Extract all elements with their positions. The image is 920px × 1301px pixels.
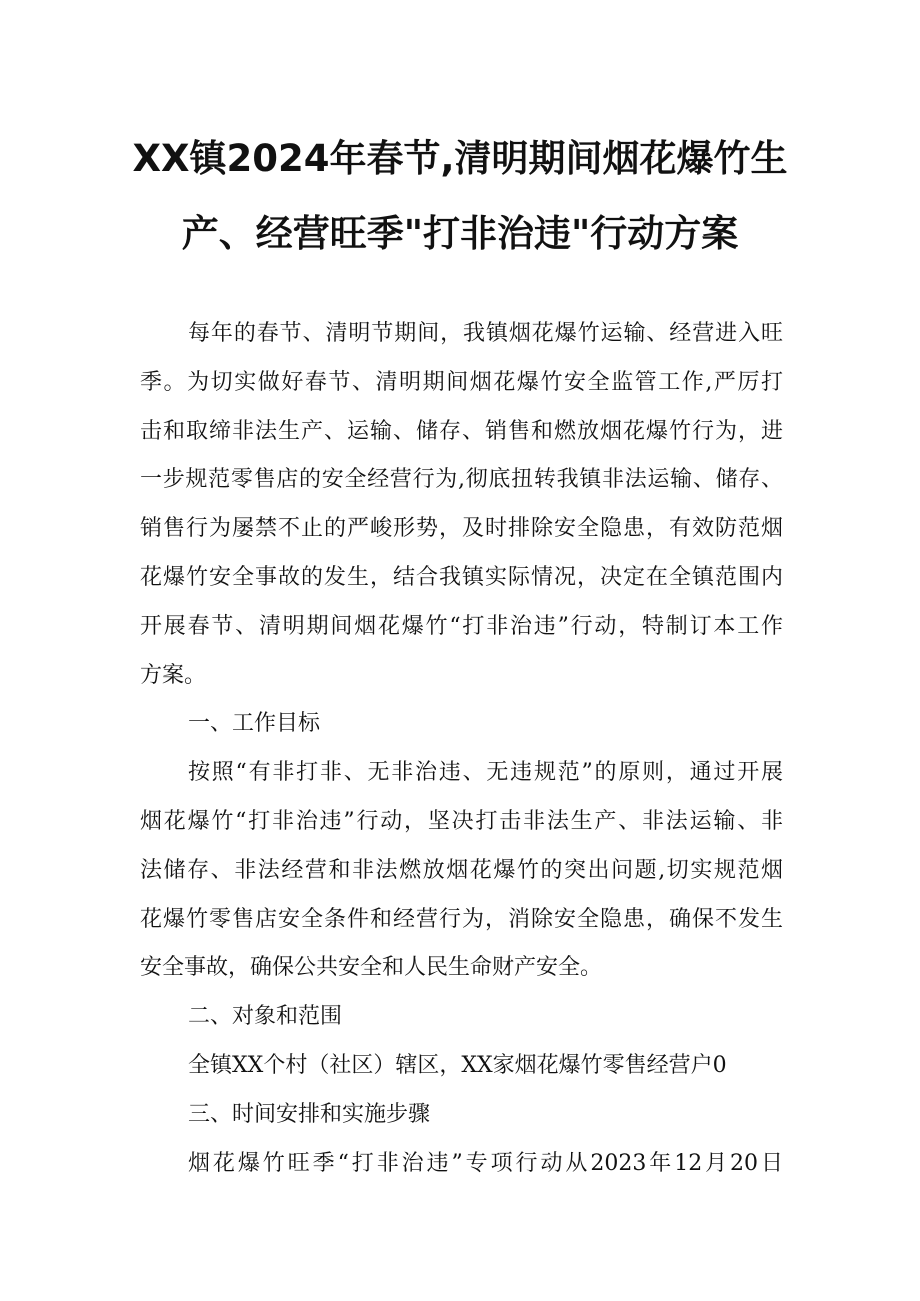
schedule-paragraph-line: 烟花爆竹旺季“打非治违”专项行动从2023年12月20日 [188, 1150, 783, 1176]
goals-paragraph-line: 法储存、非法经营和非法燃放烟花爆竹的突出问题,切实规范烟 [140, 857, 783, 883]
section-heading-goals: 一、工作目标 [188, 711, 321, 737]
goals-paragraph-line: 安全事故，确保公共安全和人民生命财产安全。 [140, 955, 603, 981]
scope-paragraph-line: 全镇XX个村（社区）辖区，XX家烟花爆竹零售经营户0 [188, 1052, 727, 1078]
document-title-line-2: 产、经营旺季"打非治违"行动方案 [181, 212, 739, 255]
section-heading-schedule: 三、时间安排和实施步骤 [188, 1101, 431, 1127]
intro-paragraph-line: 开展春节、清明期间烟花爆竹“打非治违”行动，特制订本工作 [140, 613, 783, 639]
intro-paragraph-line: 方案。 [140, 662, 207, 688]
goals-paragraph-line: 按照“有非打非、无非治违、无违规范”的原则，通过开展 [188, 760, 783, 786]
intro-paragraph-line: 花爆竹安全事故的发生，结合我镇实际情况，决定在全镇范围内 [140, 564, 783, 590]
intro-paragraph-line: 季。为切实做好春节、清明期间烟花爆竹安全监管工作,严厉打 [140, 369, 783, 395]
intro-paragraph-line: 销售行为屡禁不止的严峻形势，及时排除安全隐患，有效防范烟 [140, 516, 783, 542]
section-heading-scope: 二、对象和范围 [188, 1004, 343, 1030]
goals-paragraph-line: 花爆竹零售店安全条件和经营行为，消除安全隐患，确保不发生 [140, 906, 783, 932]
intro-paragraph-line: 击和取缔非法生产、运输、储存、销售和燃放烟花爆竹行为，进 [140, 418, 783, 444]
intro-paragraph-line: 每年的春节、清明节期间，我镇烟花爆竹运输、经营进入旺 [188, 321, 783, 346]
document-body [140, 310, 783, 1188]
goals-paragraph-line: 烟花爆竹“打非治违”行动，坚决打击非法生产、非法运输、非 [140, 808, 783, 834]
intro-paragraph-line: 一步规范零售店的安全经营行为,彻底扭转我镇非法运输、储存、 [140, 467, 783, 493]
document-title-line-1: XX镇2024年春节,清明期间烟花爆竹生 [132, 137, 788, 180]
